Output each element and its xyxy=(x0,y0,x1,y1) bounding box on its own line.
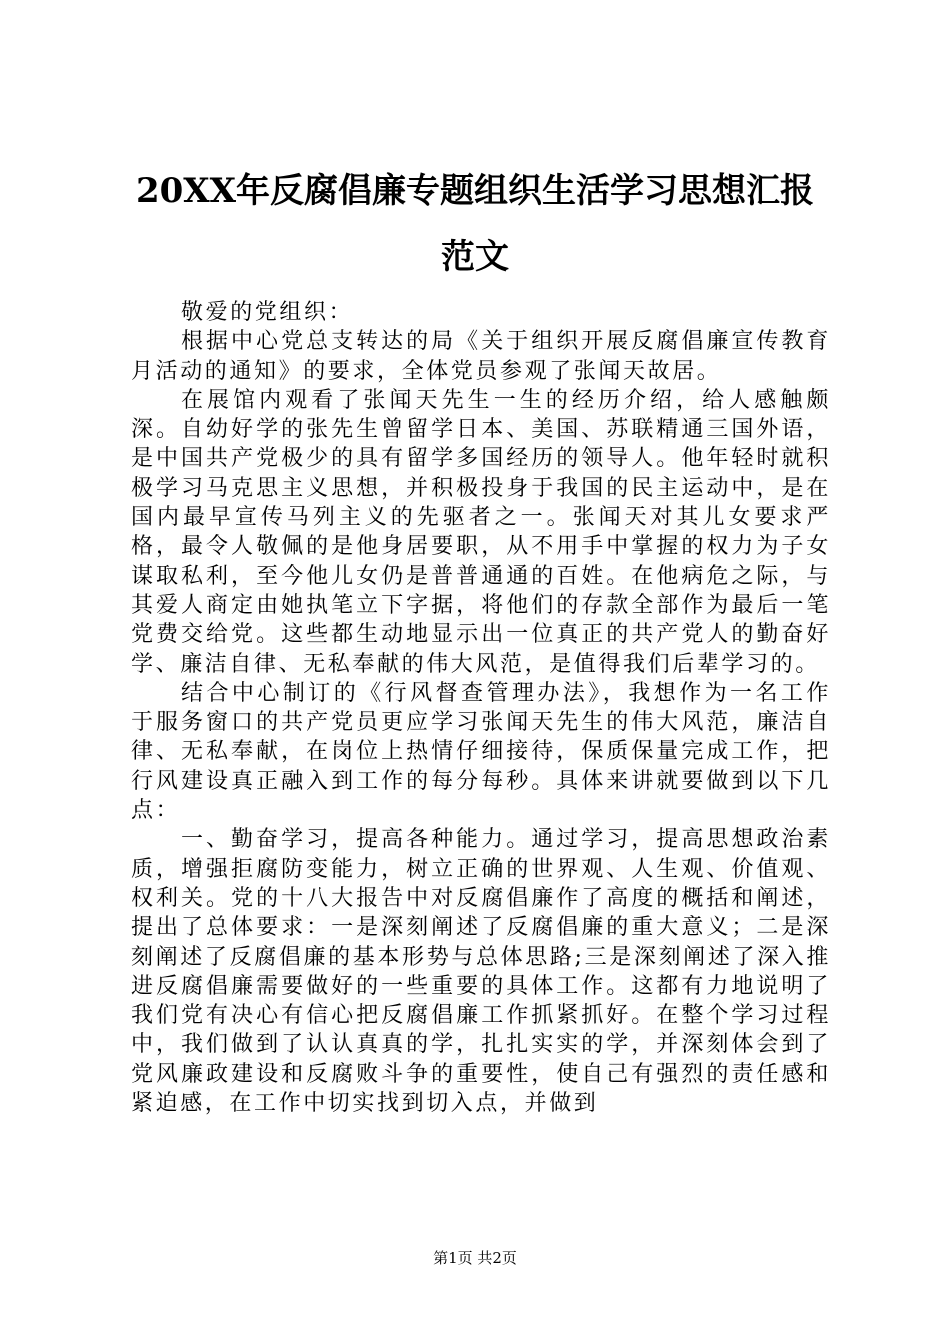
paragraph: 结合中心制订的《行风督查管理办法》，我想作为一名工作于服务窗口的共产党员更应学习张闻天先生的伟大风范，廉洁自律、无私奉献，在岗位上热情仔细接待，保质保量完成工作，把行风建设真正融入到工作的每分每秒。具体来讲就要做到以下几点： xyxy=(131,680,831,824)
page-footer: 第1页 共2页 xyxy=(433,1249,517,1267)
document-body xyxy=(131,298,831,1118)
paragraph: 一、勤奋学习，提高各种能力。通过学习，提高思想政治素质，增强拒腐防变能力，树立正确的世界观、人生观、价值观、权利关。党的十八大报告中对反腐倡廉作了高度的概括和阐述，提出了总体要求：一是深刻阐述了反腐倡廉的重大意义；二是深刻阐述了反腐倡廉的基本形势与总体思路;三是深刻阐述了深入推进反腐倡廉需要做好的一些重要的具体工作。这都有力地说明了我们党有决心有信心把反腐倡廉工作抓紧抓好。在整个学习过程中，我们做到了认认真真的学，扎扎实实的学，并深刻体会到了党风廉政建设和反腐败斗争的重要性，使自己有强烈的责任感和紧迫感，在工作中切实找到切入点，并做到 xyxy=(131,827,831,1117)
document-title: 20XX年反腐倡廉专题组织生活学习思想汇报范文 xyxy=(135,171,815,277)
paragraph: 根据中心党总支转达的局《关于组织开展反腐倡廉宣传教育月活动的通知》的要求，全体党员参观了张闻天故居。 xyxy=(131,329,831,384)
salutation: 敬爱的党组织： xyxy=(181,300,354,325)
paragraph: 在展馆内观看了张闻天先生一生的经历介绍，给人感触颇深。自幼好学的张先生曾留学日本、美国、苏联精通三国外语，是中国共产党极少的具有留学多国经历的领导人。他年轻时就积极学习马克思主义思想，并积极投身于我国的民主运动中，是在国内最早宣传马列主义的先驱者之一。张闻天对其儿女要求严格，最令人敬佩的是他身居要职，从不用手中掌握的权力为子女谋取私利，至今他儿女仍是普普通通的百姓。在他病危之际，与其爱人商定由她执笔立下字据，将他们的存款全部作为最后一笔党费交给党。这些都生动地显示出一位真正的共产党人的勤奋好学、廉洁自律、无私奉献的伟大风范，是值得我们后辈学习的。 xyxy=(131,387,831,677)
